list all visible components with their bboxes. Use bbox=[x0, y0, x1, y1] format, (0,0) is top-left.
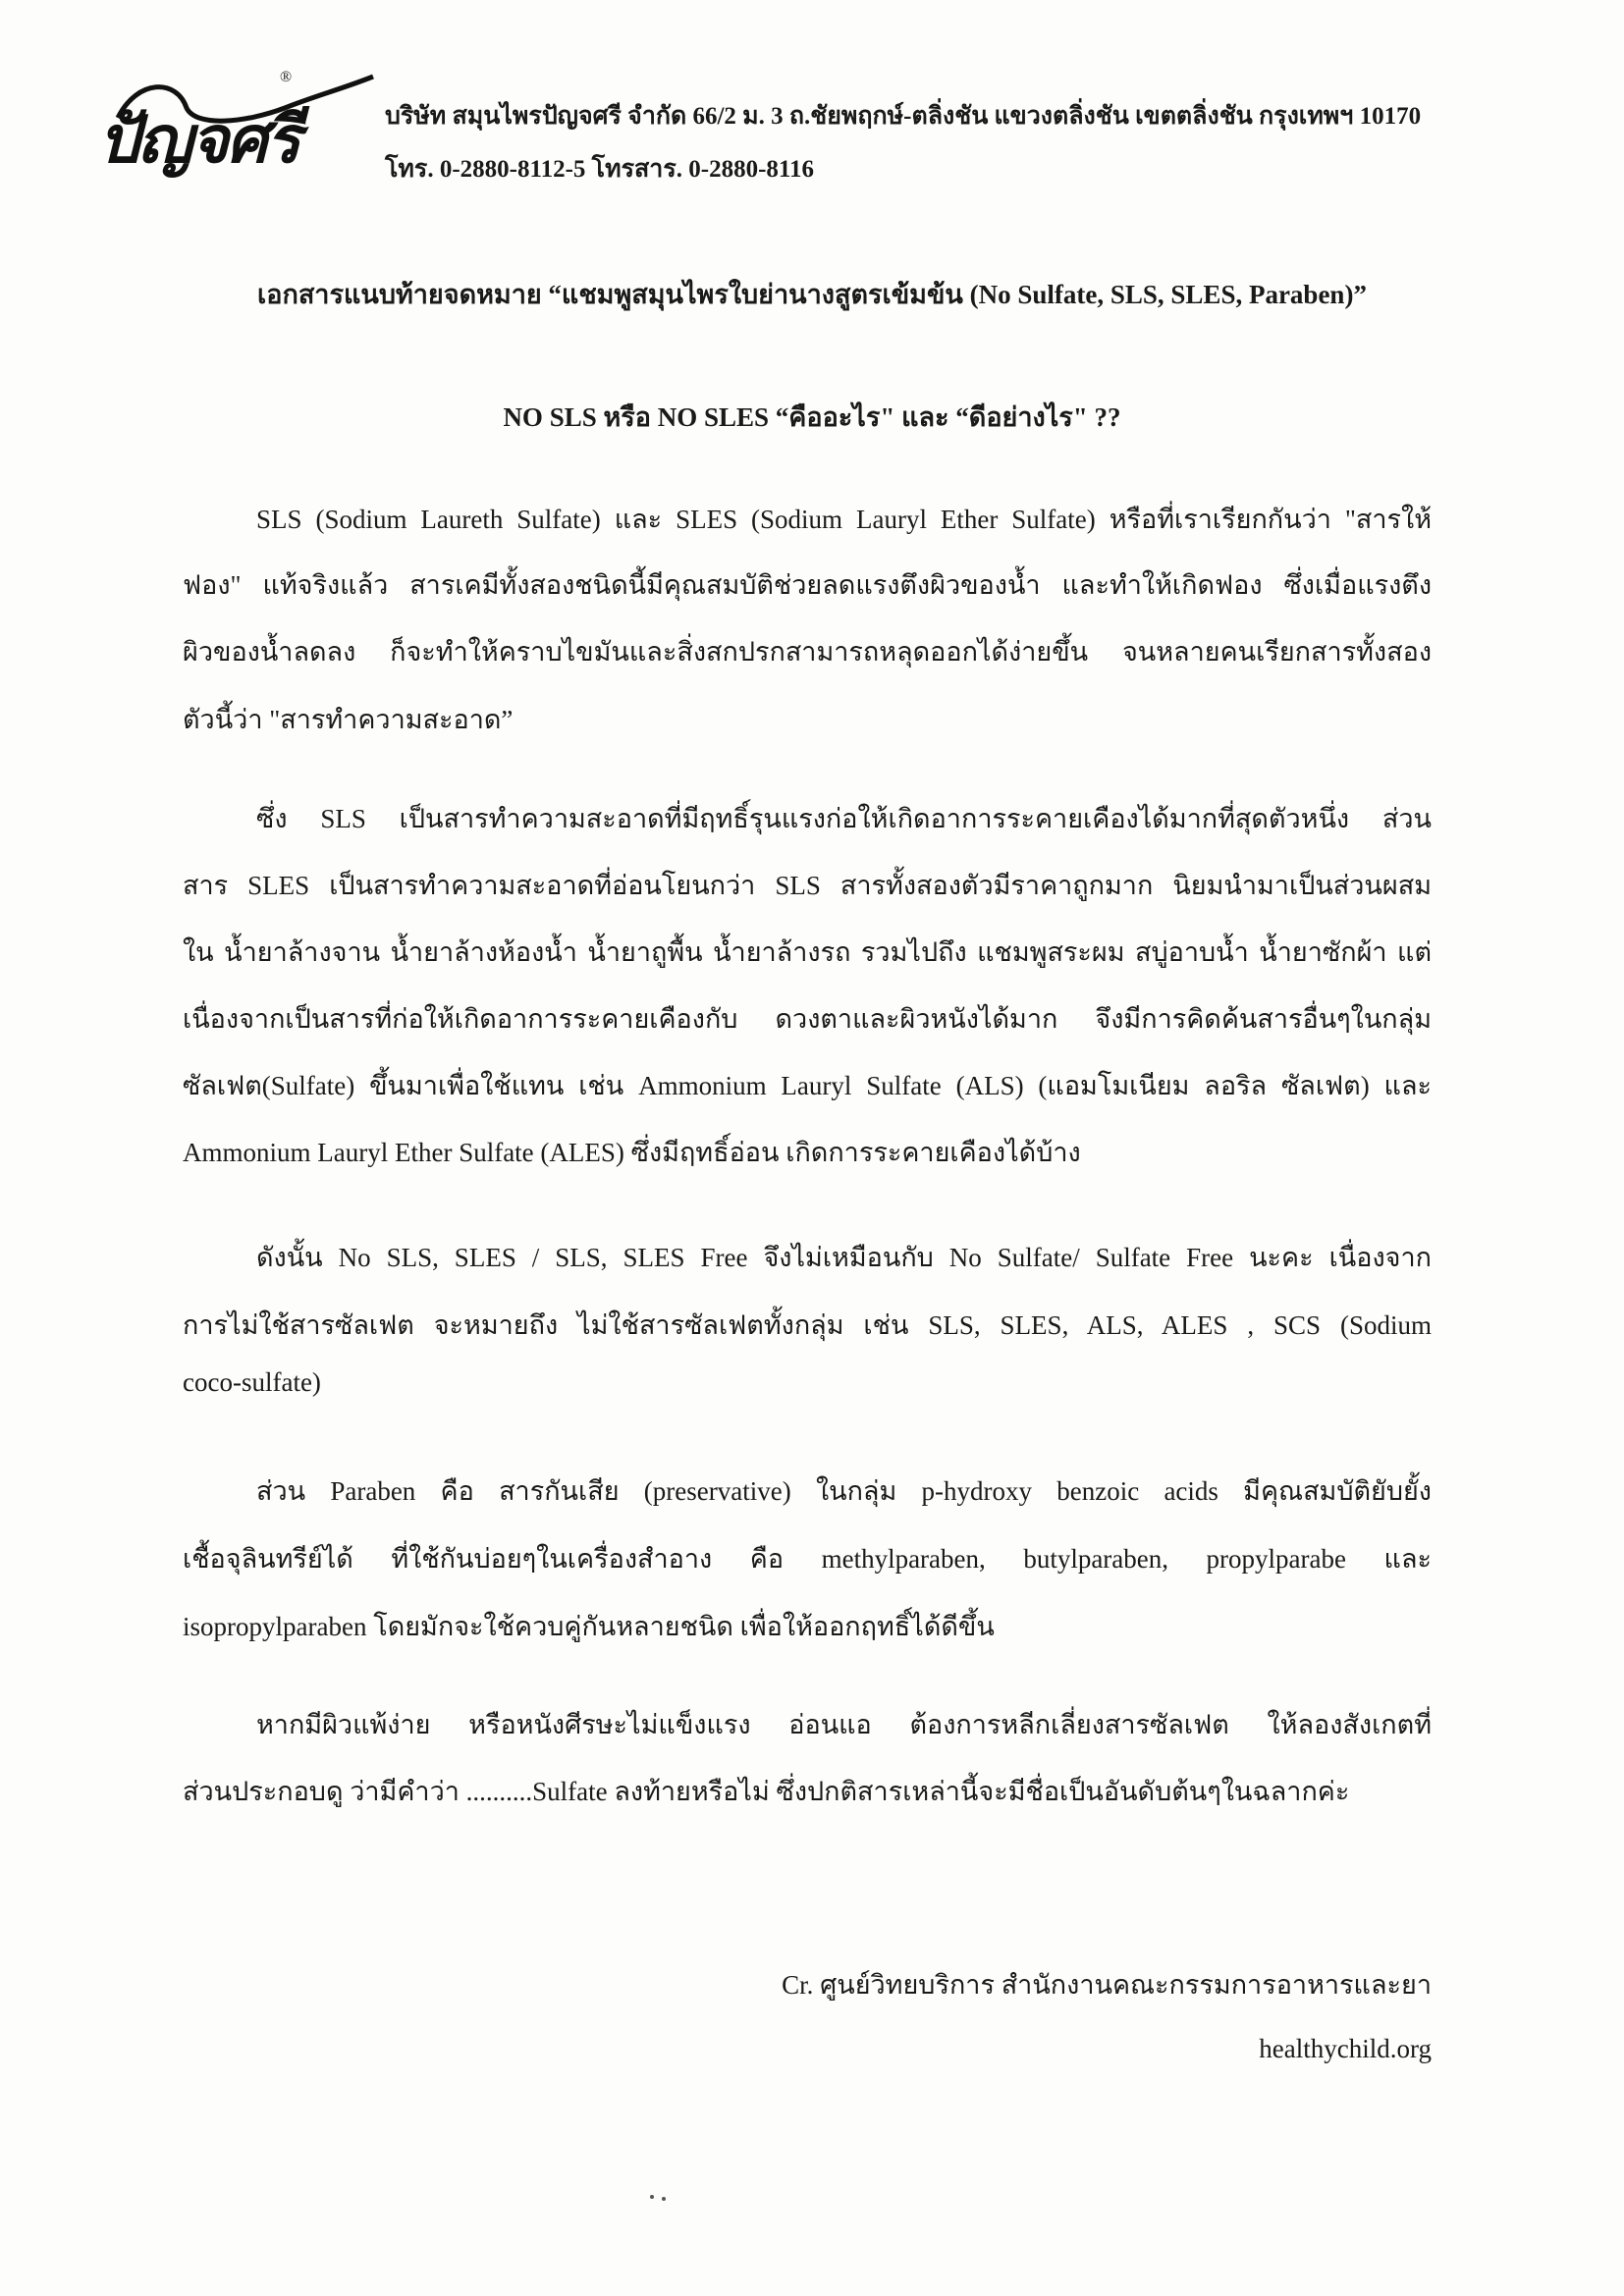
paragraph-1-line: ผิวของน้ำลดลง ก็จะทำให้คราบไขมันและสิ่งสกปรกสามารถหลุดออกได้ง่ายขึ้น จนหลายคนเรียกสารทั้งสอง bbox=[183, 637, 1432, 667]
scan-speck bbox=[650, 2195, 654, 2199]
paragraph-5-line: หากมีผิวแพ้ง่าย หรือหนังศีรษะไม่แข็งแรง อ่อนแอ ต้องการหลีกเลี่ยงสารซัลเฟต ให้ลองสังเกตที่ bbox=[256, 1710, 1432, 1739]
paragraph-4-line: ส่วน Paraben คือ สารกันเสีย (preservative) ในกลุ่ม p-hydroxy benzoic acids มีคุณสมบัติยับยั้ง bbox=[256, 1476, 1432, 1506]
paragraph-3-line: coco-sulfate) bbox=[183, 1367, 321, 1397]
logo-wordmark: ปัญจศรี bbox=[98, 105, 299, 177]
paragraph-3-line: ดังนั้น No SLS, SLES / SLS, SLES Free จึงไม่เหมือนกับ No Sulfate/ Sulfate Free นะคะ เนื่องจาก bbox=[256, 1243, 1432, 1272]
paragraph-1-line: SLS (Sodium Laureth Sulfate) และ SLES (Sodium Lauryl Ether Sulfate) หรือที่เราเรียกกันว่า "สารให้ bbox=[256, 505, 1432, 534]
company-address: บริษัท สมุนไพรปัญจศรี จำกัด 66/2 ม. 3 ถ.ชัยพฤกษ์-ตลิ่งชัน แขวงตลิ่งชัน เขตตลิ่งชัน กรุงเทพฯ 10170 bbox=[385, 103, 1422, 130]
paragraph-4-line: isopropylparaben โดยมักจะใช้ควบคู่กันหลายชนิด เพื่อให้ออกฤทธิ์ได้ดีขึ้น bbox=[183, 1612, 995, 1641]
company-contact: โทร. 0-2880-8112-5 โทรสาร. 0-2880-8116 bbox=[385, 156, 815, 183]
registered-mark: ® bbox=[280, 69, 293, 85]
scan-speck bbox=[662, 2197, 666, 2201]
paragraph-5-line: ส่วนประกอบดู ว่ามีคำว่า ..........Sulfate ลงท้ายหรือไม่ ซึ่งปกติสารเหล่านี้จะมีชื่อเป็นอันดับต้นๆในฉลากค่ะ bbox=[183, 1777, 1350, 1806]
paragraph-2-line: ใน น้ำยาล้างจาน น้ำยาล้างห้องน้ำ น้ำยาถูพื้น น้ำยาล้างรถ รวมไปถึง แชมพูสระผม สบู่อาบน้ำ น้ำยาซักผ้า แต่ bbox=[183, 937, 1432, 967]
document-subtitle: NO SLS หรือ NO SLES “คืออะไร" และ “ดีอย่างไร" ?? bbox=[503, 402, 1121, 432]
paragraph-3-line: การไม่ใช้สารซัลเฟต จะหมายถึง ไม่ใช้สารซัลเฟตทั้งกลุ่ม เช่น SLS, SLES, ALS, ALES , SCS (Sodium bbox=[183, 1310, 1432, 1340]
paragraph-1-line: ตัวนี้ว่า "สารทำความสะอาด” bbox=[183, 705, 514, 734]
paragraph-2-line: ซึ่ง SLS เป็นสารทำความสะอาดที่มีฤทธิ์รุนแรงก่อให้เกิดอาการระคายเคืองได้มากที่สุดตัวหนึ่ง ส่วน bbox=[256, 804, 1432, 833]
credit-line: Cr. ศูนย์วิทยบริการ สำนักงานคณะกรรมการอาหารและยา bbox=[782, 1970, 1432, 2000]
paragraph-2-line: ซัลเฟต(Sulfate) ขึ้นมาเพื่อใช้แทน เช่น Ammonium Lauryl Sulfate (ALS) (แอมโมเนียม ลอริล ซัลเฟต) และ bbox=[183, 1071, 1432, 1100]
document-title: เอกสารแนบท้ายจดหมาย “แชมพูสมุนไพรใบย่านางสูตรเข้มข้น (No Sulfate, SLS, SLES, Paraben)” bbox=[257, 280, 1367, 309]
source-line: healthychild.org bbox=[1259, 2034, 1432, 2063]
paragraph-2-line: เนื่องจากเป็นสารที่ก่อให้เกิดอาการระคายเคืองกับ ดวงตาและผิวหนังได้มาก จึงมีการคิดค้นสารอื่นๆในกลุ่ม bbox=[183, 1004, 1432, 1034]
paragraph-2-line: Ammonium Lauryl Ether Sulfate (ALES) ซึ่งมีฤทธิ์อ่อน เกิดการระคายเคืองได้บ้าง bbox=[183, 1138, 1081, 1167]
company-logo bbox=[98, 69, 383, 177]
paragraph-1-line: ฟอง" แท้จริงแล้ว สารเคมีทั้งสองชนิดนี้มีคุณสมบัติช่วยลดแรงตึงผิวของน้ำ และทำให้เกิดฟอง ซึ่งเมื่อแรงตึง bbox=[183, 570, 1432, 600]
paragraph-2-line: สาร SLES เป็นสารทำความสะอาดที่อ่อนโยนกว่า SLS สารทั้งสองตัวมีราคาถูกมาก นิยมนำมาเป็นส่วนผสม bbox=[183, 871, 1432, 900]
paragraph-4-line: เชื้อจุลินทรีย์ได้ ที่ใช้กันบ่อยๆในเครื่องสำอาง คือ methylparaben, butylparaben, propylparabe และ bbox=[183, 1544, 1432, 1574]
